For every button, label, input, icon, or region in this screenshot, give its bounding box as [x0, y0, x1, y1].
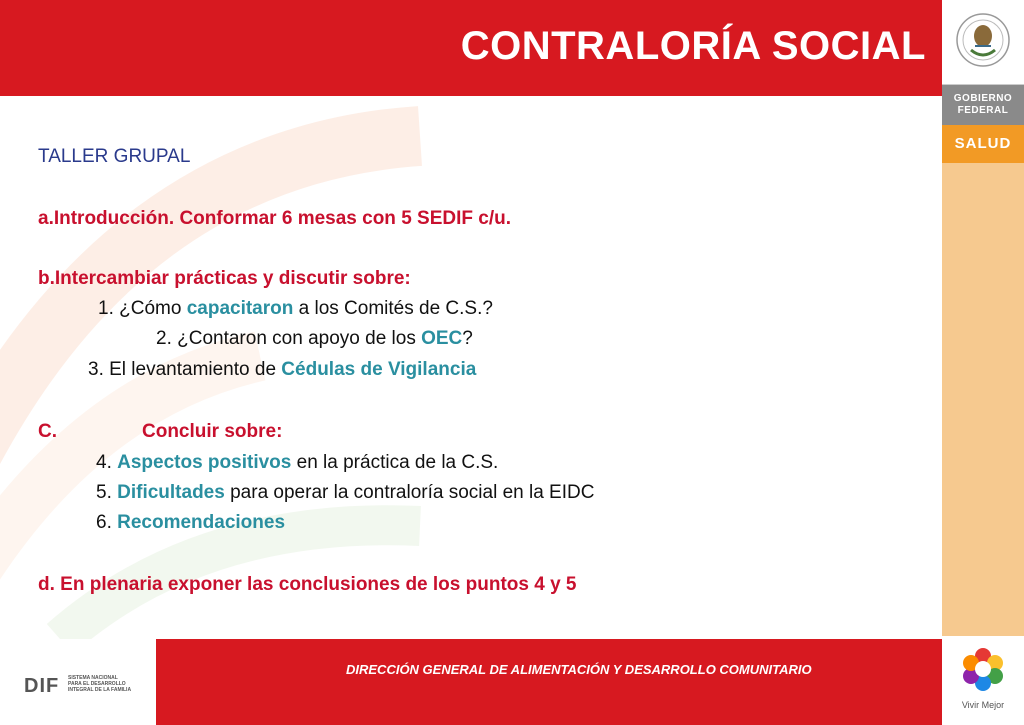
- dif-logo: DIF: [24, 675, 60, 697]
- b3-pre: 3. El levantamiento de: [88, 359, 282, 380]
- item-c6: [96, 512, 285, 534]
- b1-highlight: capacitaron: [186, 298, 294, 319]
- gobierno-federal-badge: [942, 85, 1024, 125]
- item-d: d. En plenaria exponer las conclusiones de los puntos 4 y 5: [38, 574, 577, 595]
- item-b2: [156, 328, 473, 350]
- b2-post: ?: [462, 328, 473, 349]
- sidebar: [942, 0, 1024, 725]
- national-seal-icon: [955, 10, 1011, 72]
- dif-sub2: PARA EL DESARROLLO: [68, 681, 126, 687]
- b2-highlight: OEC: [421, 328, 463, 349]
- c4-post: en la práctica de la C.S.: [291, 452, 499, 473]
- item-c-text: Concluir sobre:: [142, 421, 283, 442]
- seal-area: [942, 0, 1024, 85]
- c5-post: para operar la contraloría social en la EIDC: [224, 482, 595, 503]
- c6-highlight: Recomendaciones: [117, 512, 286, 533]
- dif-sub3: INTEGRAL DE LA FAMILIA: [68, 687, 132, 693]
- sidebar-fill: [942, 163, 1024, 636]
- item-c5: [96, 482, 594, 504]
- footer-title: DIRECCIÓN GENERAL DE ALIMENTACIÓN Y DESARROLLO COMUNITARIO: [346, 662, 812, 677]
- flower-logo-icon: [960, 646, 1006, 692]
- c4-highlight: Aspectos positivos: [117, 452, 292, 473]
- item-a: a.Introducción. Conformar 6 mesas con 5 SEDIF c/u.: [38, 208, 511, 229]
- b2-pre: 2. ¿Contaron con apoyo de los: [156, 328, 422, 349]
- vivir-mejor-label: Vivir Mejor: [961, 700, 1005, 710]
- b1-pre: 1. ¿Cómo: [98, 298, 187, 319]
- gobierno-line1: GOBIERNO: [953, 93, 1013, 104]
- item-b: b.Intercambiar prácticas y discutir sobre:: [38, 268, 411, 289]
- gobierno-line2: FEDERAL: [957, 105, 1009, 116]
- vivir-mejor-logo: [942, 636, 1024, 725]
- page-title: CONTRALORÍA SOCIAL: [460, 24, 926, 68]
- c6-pre: 6.: [96, 512, 118, 533]
- salud-badge: SALUD: [942, 125, 1024, 163]
- item-c4: [96, 452, 498, 474]
- dif-sub1: SISTEMA NACIONAL: [68, 675, 118, 681]
- c5-highlight: Dificultades: [117, 482, 225, 503]
- dif-subtitle: [68, 675, 148, 693]
- item-b1: [98, 298, 493, 320]
- footer-bar: [156, 639, 942, 725]
- heading: TALLER GRUPAL: [38, 146, 191, 167]
- item-b3: [88, 359, 476, 381]
- dif-logo-area: [0, 639, 156, 725]
- c5-pre: 5.: [96, 482, 118, 503]
- item-c-label: C.: [38, 421, 57, 442]
- c4-pre: 4.: [96, 452, 118, 473]
- header-bar: [0, 0, 942, 96]
- b1-post: a los Comités de C.S.?: [293, 298, 493, 319]
- b3-highlight: Cédulas de Vigilancia: [281, 359, 477, 380]
